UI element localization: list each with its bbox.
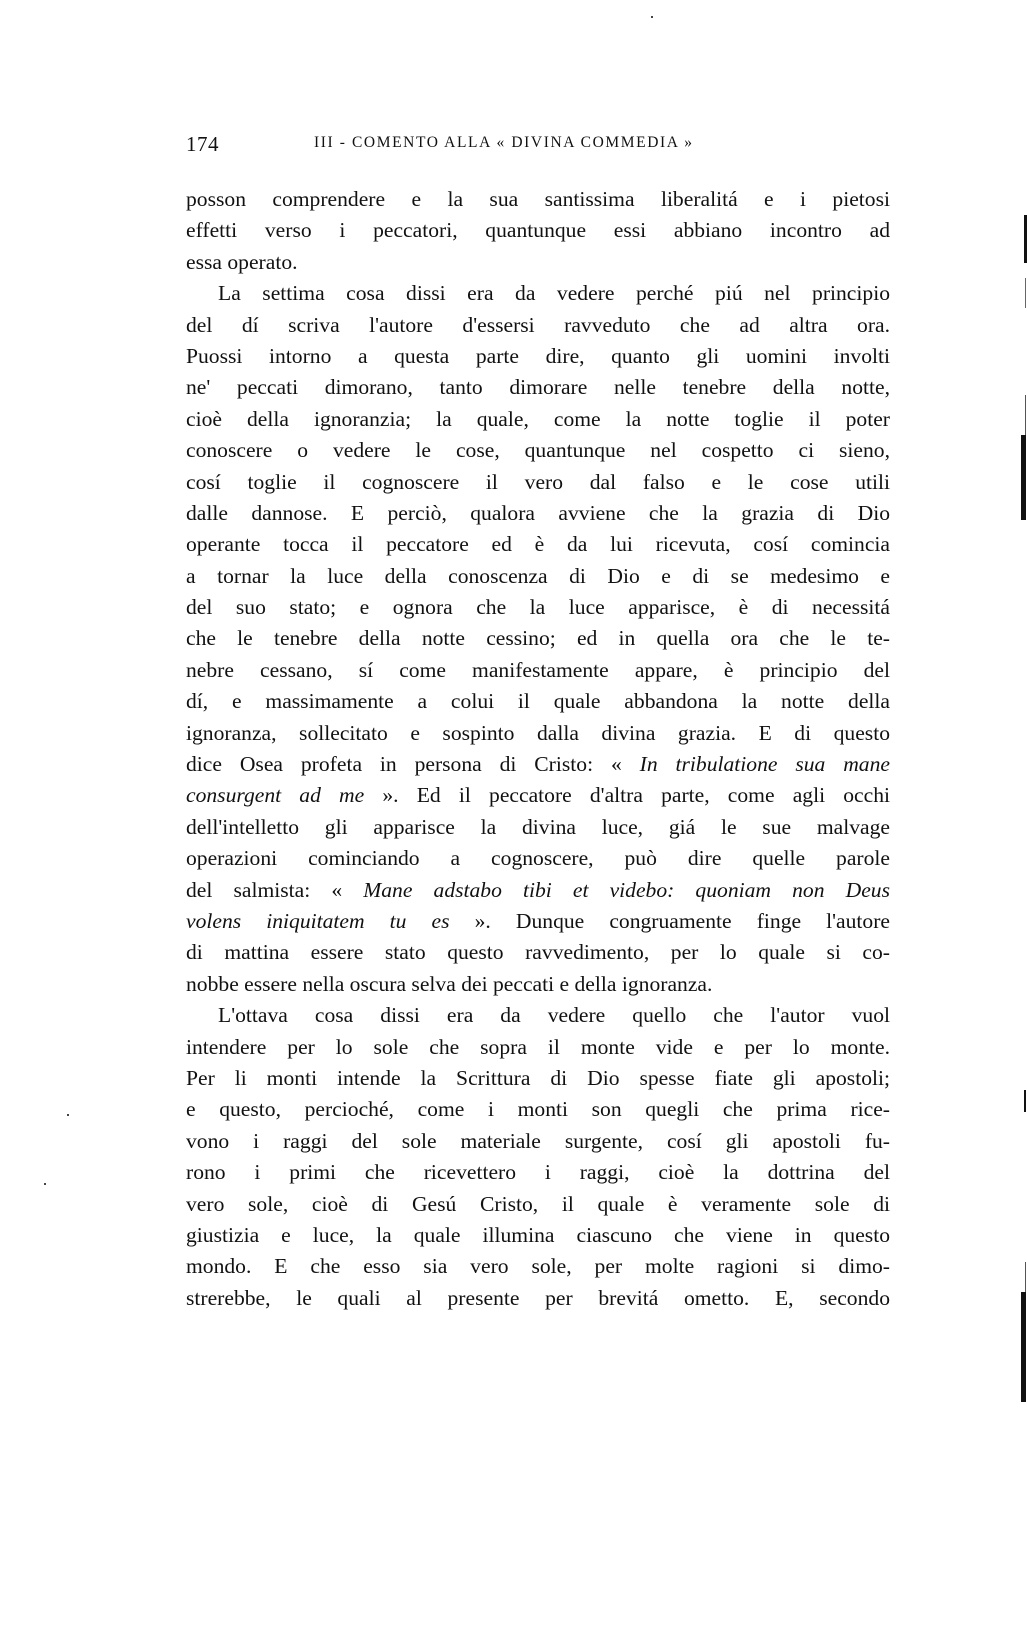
- text-line: cioè della ignoranzia; la quale, come la notte toglie il poter: [186, 406, 890, 431]
- text-line: nebre cessano, sí come manifestamente appare, è principio del: [186, 657, 890, 682]
- text-line: effetti verso i peccatori, quantunque essi abbiano incontro ad: [186, 218, 890, 243]
- text-line: Per li monti intende la Scrittura di Dio spesse fiate gli apostoli;: [186, 1065, 890, 1090]
- latin-quote: volens iniquitatem tu es: [186, 908, 450, 933]
- scan-speck: [67, 1114, 69, 1116]
- text-line: a tornar la luce della conoscenza di Dio e di se medesimo e: [186, 563, 890, 588]
- page-number: 174: [186, 132, 219, 156]
- text-line: ne' peccati dimorano, tanto dimorare nelle tenebre della notte,: [186, 375, 890, 400]
- text-line: giustizia e luce, la quale illumina ciascuno che viene in questo: [186, 1222, 890, 1247]
- body-text: [186, 184, 890, 1314]
- text-line: di mattina essere stato questo ravvedimento, per lo quale si co-: [186, 940, 890, 965]
- text-line: del suo stato; e ognora che la luce apparisce, è di necessitá: [186, 595, 890, 620]
- scan-edge-mark: [1025, 395, 1026, 435]
- text-line: nobbe essere nella oscura selva dei peccati e della ignoranza.: [186, 971, 713, 996]
- latin-quote: In tribulatione sua mane: [639, 752, 890, 777]
- scan-edge-mark: [1025, 278, 1026, 308]
- text-line: dí, e massimamente a colui il quale abbandona la notte della: [186, 689, 890, 714]
- text-line: vero sole, cioè di Gesú Cristo, il quale è veramente sole di: [186, 1191, 890, 1216]
- text-line: operazioni cominciando a cognoscere, può dire quelle parole: [186, 846, 890, 871]
- text-line: posson comprendere e la sua santissima liberalitá e i pietosi: [186, 187, 890, 211]
- text-line: strerebbe, le quali al presente per brevitá ometto. E, secondo: [186, 1285, 890, 1310]
- paragraph-start-line: La settima cosa dissi era da vedere perché piú nel principio: [218, 281, 890, 306]
- text-line: dalle dannose. E perciò, qualora avviene che la grazia di Dio: [186, 500, 890, 525]
- paragraph-start-line: L'ottava cosa dissi era da vedere quello che l'autor vuol: [218, 1003, 890, 1028]
- text-line: conoscere o vedere le cose, quantunque nel cospetto ci sieno,: [186, 438, 890, 463]
- text-line: consurgent ad me ». Ed il peccatore d'altra parte, come agli occhi: [186, 783, 890, 808]
- latin-quote: consurgent ad me: [186, 783, 365, 808]
- text-line: rono i primi che ricevettero i raggi, cioè la dottrina del: [186, 1160, 890, 1185]
- scan-edge-mark: [1021, 435, 1026, 520]
- scan-speck: [44, 1183, 46, 1185]
- scan-edge-mark: [1025, 1262, 1026, 1292]
- text-line: vono i raggi del sole materiale surgente, cosí gli apostoli fu-: [186, 1128, 890, 1153]
- text-line: Puossi intorno a questa parte dire, quanto gli uomini involti: [186, 343, 890, 368]
- text-line: essa operato.: [186, 249, 298, 274]
- text-line: e questo, percioché, come i monti son quegli che prima rice-: [186, 1097, 890, 1122]
- scan-edge-mark: [1021, 1292, 1026, 1402]
- text-line: dell'intelletto gli apparisce la divina luce, giá le sue malvage: [186, 814, 890, 839]
- text-line: mondo. E che esso sia vero sole, per molte ragioni si dimo-: [186, 1254, 890, 1279]
- text-line: cosí toglie il cognoscere il vero dal falso e le cose utili: [186, 469, 890, 494]
- text-line: ignoranza, sollecitato e sospinto dalla divina grazia. E di questo: [186, 720, 890, 745]
- text-line: volens iniquitatem tu es ». Dunque congruamente finge l'autore: [186, 908, 890, 933]
- text-line: del dí scriva l'autore d'essersi ravveduto che ad altra ora.: [186, 312, 890, 337]
- text-line: del salmista: « Mane adstabo tibi et videbo: quoniam non Deus: [186, 877, 890, 902]
- page-header: [186, 130, 890, 156]
- text-line: intendere per lo sole che sopra il monte vide e per lo monte.: [186, 1034, 890, 1059]
- scan-edge-mark: [1024, 1090, 1026, 1112]
- text-line: che le tenebre della notte cessino; ed in quella ora che le te-: [186, 626, 890, 651]
- latin-quote: Mane adstabo tibi et videbo: quoniam non Deus: [363, 877, 890, 902]
- text-line: operante tocca il peccatore ed è da lui ricevuta, cosí comincia: [186, 532, 890, 557]
- text-line: dice Osea profeta in persona di Cristo: « In tribulatione sua mane: [186, 752, 890, 777]
- running-title: III - COMENTO ALLA « DIVINA COMMEDIA »: [314, 134, 694, 151]
- scan-speck: [651, 16, 653, 18]
